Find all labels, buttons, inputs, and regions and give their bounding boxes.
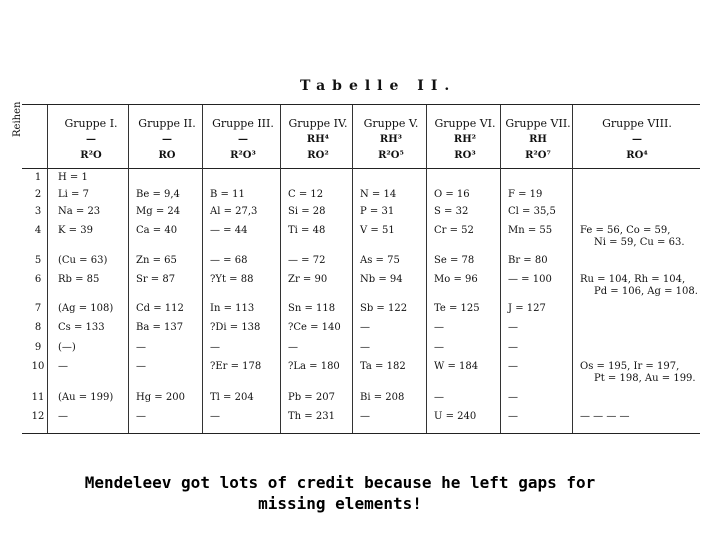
element-cell: Bi = 208: [360, 392, 405, 403]
group-header: [428, 116, 502, 164]
row-number: 4: [34, 225, 42, 236]
element-cell: —: [136, 411, 146, 422]
element-cell: Tl = 204: [210, 392, 254, 403]
element-cell: Pb = 207: [288, 392, 335, 403]
group-header-dash: RH³: [379, 134, 403, 145]
row-number: 11: [31, 392, 45, 403]
group-header: [502, 116, 574, 164]
element-cell: Se = 78: [434, 255, 475, 266]
element-cell: P = 31: [360, 206, 395, 217]
group-header-dash: RH⁴: [306, 134, 330, 145]
element-cell: —: [508, 342, 518, 353]
element-cell: V = 51: [360, 225, 395, 236]
element-cell: K = 39: [58, 225, 93, 236]
element-cell: — = 68: [210, 255, 248, 266]
group-header-formula: R²O³: [230, 150, 256, 161]
element-cell: Cr = 52: [434, 225, 474, 236]
element-cell: Zr = 90: [288, 274, 328, 285]
element-cell: Na = 23: [58, 206, 101, 217]
group-header-formula: R²O⁵: [378, 150, 404, 161]
element-cell: Si = 28: [288, 206, 326, 217]
caption: [40, 472, 640, 514]
element-cell: Ca = 40: [136, 225, 178, 236]
group-header-dash: —: [238, 134, 248, 145]
element-cell: Sn = 118: [288, 303, 336, 314]
element-cell: W = 184: [434, 361, 479, 372]
element-cell: Nb = 94: [360, 274, 403, 285]
element-cell: Cs = 133: [58, 322, 105, 333]
group-header-name: Gruppe VI.: [434, 117, 496, 130]
element-cell: Ta = 182: [360, 361, 406, 372]
element-cell: —: [508, 322, 518, 333]
element-cell: ?Di = 138: [210, 322, 261, 333]
table-header-rule: [22, 168, 700, 169]
element-cell: Fe = 56, Co = 59,: [580, 225, 671, 236]
title: Tabelle II.: [300, 78, 457, 94]
group-header: [52, 116, 130, 164]
element-cell: Mg = 24: [136, 206, 181, 217]
element-cell: —: [360, 411, 370, 422]
table-top-rule: [22, 104, 700, 105]
element-cell: —: [360, 322, 370, 333]
element-cell: —: [136, 342, 146, 353]
element-cell: C = 12: [288, 189, 324, 200]
element-cell: Rb = 85: [58, 274, 100, 285]
element-cell: B = 11: [210, 189, 245, 200]
element-cell: Br = 80: [508, 255, 548, 266]
group-header-formula: RO⁴: [626, 150, 648, 161]
group-header-name: Gruppe I.: [64, 117, 118, 130]
element-cell: —: [508, 392, 518, 403]
element-cell: —: [508, 361, 518, 372]
row-number: 3: [34, 206, 42, 217]
element-cell: Ba = 137: [136, 322, 184, 333]
caption-line-2: missing elements!: [258, 494, 422, 513]
element-cell: —: [434, 342, 444, 353]
element-cell: Sr = 87: [136, 274, 176, 285]
group-header-dash: RH: [529, 134, 547, 145]
element-cell: ?La = 180: [288, 361, 340, 372]
element-cell: ?Yt = 88: [210, 274, 254, 285]
group-header-formula: RO: [158, 150, 176, 161]
row-number: 2: [34, 189, 42, 200]
element-cell: Cl = 35,5: [508, 206, 556, 217]
group-header-name: Gruppe V.: [363, 117, 419, 130]
element-cell: Sb = 122: [360, 303, 408, 314]
element-cell: —: [58, 361, 68, 372]
element-cell: Pd = 106, Ag = 108.: [594, 286, 698, 297]
element-cell: Mn = 55: [508, 225, 553, 236]
row-number: 6: [34, 274, 42, 285]
element-cell: Os = 195, Ir = 197,: [580, 361, 680, 372]
group-header-dash: —: [162, 134, 172, 145]
element-cell: H = 1: [58, 172, 88, 183]
element-cell: — = 72: [288, 255, 326, 266]
element-cell: — — — —: [580, 411, 630, 422]
element-cell: (Cu = 63): [58, 255, 108, 266]
element-cell: F = 19: [508, 189, 543, 200]
element-cell: Te = 125: [434, 303, 480, 314]
group-header-dash: RH²: [453, 134, 477, 145]
element-cell: Zn = 65: [136, 255, 177, 266]
group-header-name: Gruppe VIII.: [602, 117, 672, 130]
element-cell: O = 16: [434, 189, 470, 200]
group-header-name: Gruppe IV.: [288, 117, 348, 130]
row-number: 12: [31, 411, 45, 422]
element-cell: Ni = 59, Cu = 63.: [594, 237, 685, 248]
element-cell: —: [210, 342, 220, 353]
element-cell: J = 127: [508, 303, 546, 314]
group-header: [574, 116, 700, 164]
element-cell: U = 240: [434, 411, 477, 422]
element-cell: —: [58, 411, 68, 422]
element-cell: Cd = 112: [136, 303, 184, 314]
element-cell: ?Ce = 140: [288, 322, 341, 333]
element-cell: Li = 7: [58, 189, 89, 200]
group-header-dash: —: [86, 134, 96, 145]
element-cell: As = 75: [360, 255, 400, 266]
element-cell: Al = 27,3: [210, 206, 258, 217]
element-cell: Ru = 104, Rh = 104,: [580, 274, 686, 285]
element-cell: Ti = 48: [288, 225, 326, 236]
element-cell: (Au = 199): [58, 392, 114, 403]
element-cell: N = 14: [360, 189, 397, 200]
row-number: 1: [34, 172, 42, 183]
group-header-name: Gruppe VII.: [505, 117, 571, 130]
element-cell: —: [434, 392, 444, 403]
element-cell: Mo = 96: [434, 274, 478, 285]
group-header-dash: —: [632, 134, 642, 145]
row-number: 10: [31, 361, 45, 372]
reihen-label: Reihen: [12, 101, 23, 137]
element-cell: —: [360, 342, 370, 353]
group-header-formula: R²O⁷: [525, 150, 551, 161]
element-cell: (Ag = 108): [58, 303, 114, 314]
row-number: 9: [34, 342, 42, 353]
group-header-name: Gruppe II.: [138, 117, 196, 130]
element-cell: Hg = 200: [136, 392, 185, 403]
element-cell: —: [508, 411, 518, 422]
group-header: [130, 116, 204, 164]
row-number: 8: [34, 322, 42, 333]
element-cell: —: [136, 361, 146, 372]
group-header-formula: RO²: [307, 150, 329, 161]
group-header-name: Gruppe III.: [212, 117, 274, 130]
element-cell: Be = 9,4: [136, 189, 180, 200]
group-header-formula: RO³: [454, 150, 476, 161]
element-cell: S = 32: [434, 206, 469, 217]
row-number: 5: [34, 255, 42, 266]
column-divider: [47, 105, 48, 433]
caption-line-1: Mendeleev got lots of credit because he left gaps for: [84, 473, 596, 492]
element-cell: ?Er = 178: [210, 361, 262, 372]
group-header: [354, 116, 428, 164]
element-cell: — = 100: [508, 274, 552, 285]
row-number: 7: [34, 303, 42, 314]
element-cell: — = 44: [210, 225, 248, 236]
element-cell: (—): [58, 342, 76, 353]
table-bottom-rule: [22, 433, 700, 434]
group-header: [204, 116, 282, 164]
element-cell: —: [288, 342, 298, 353]
group-header-formula: R²O: [80, 150, 102, 161]
element-cell: —: [210, 411, 220, 422]
element-cell: —: [434, 322, 444, 333]
element-cell: Pt = 198, Au = 199.: [594, 373, 696, 384]
element-cell: In = 113: [210, 303, 255, 314]
group-header: [282, 116, 354, 164]
element-cell: Th = 231: [288, 411, 335, 422]
